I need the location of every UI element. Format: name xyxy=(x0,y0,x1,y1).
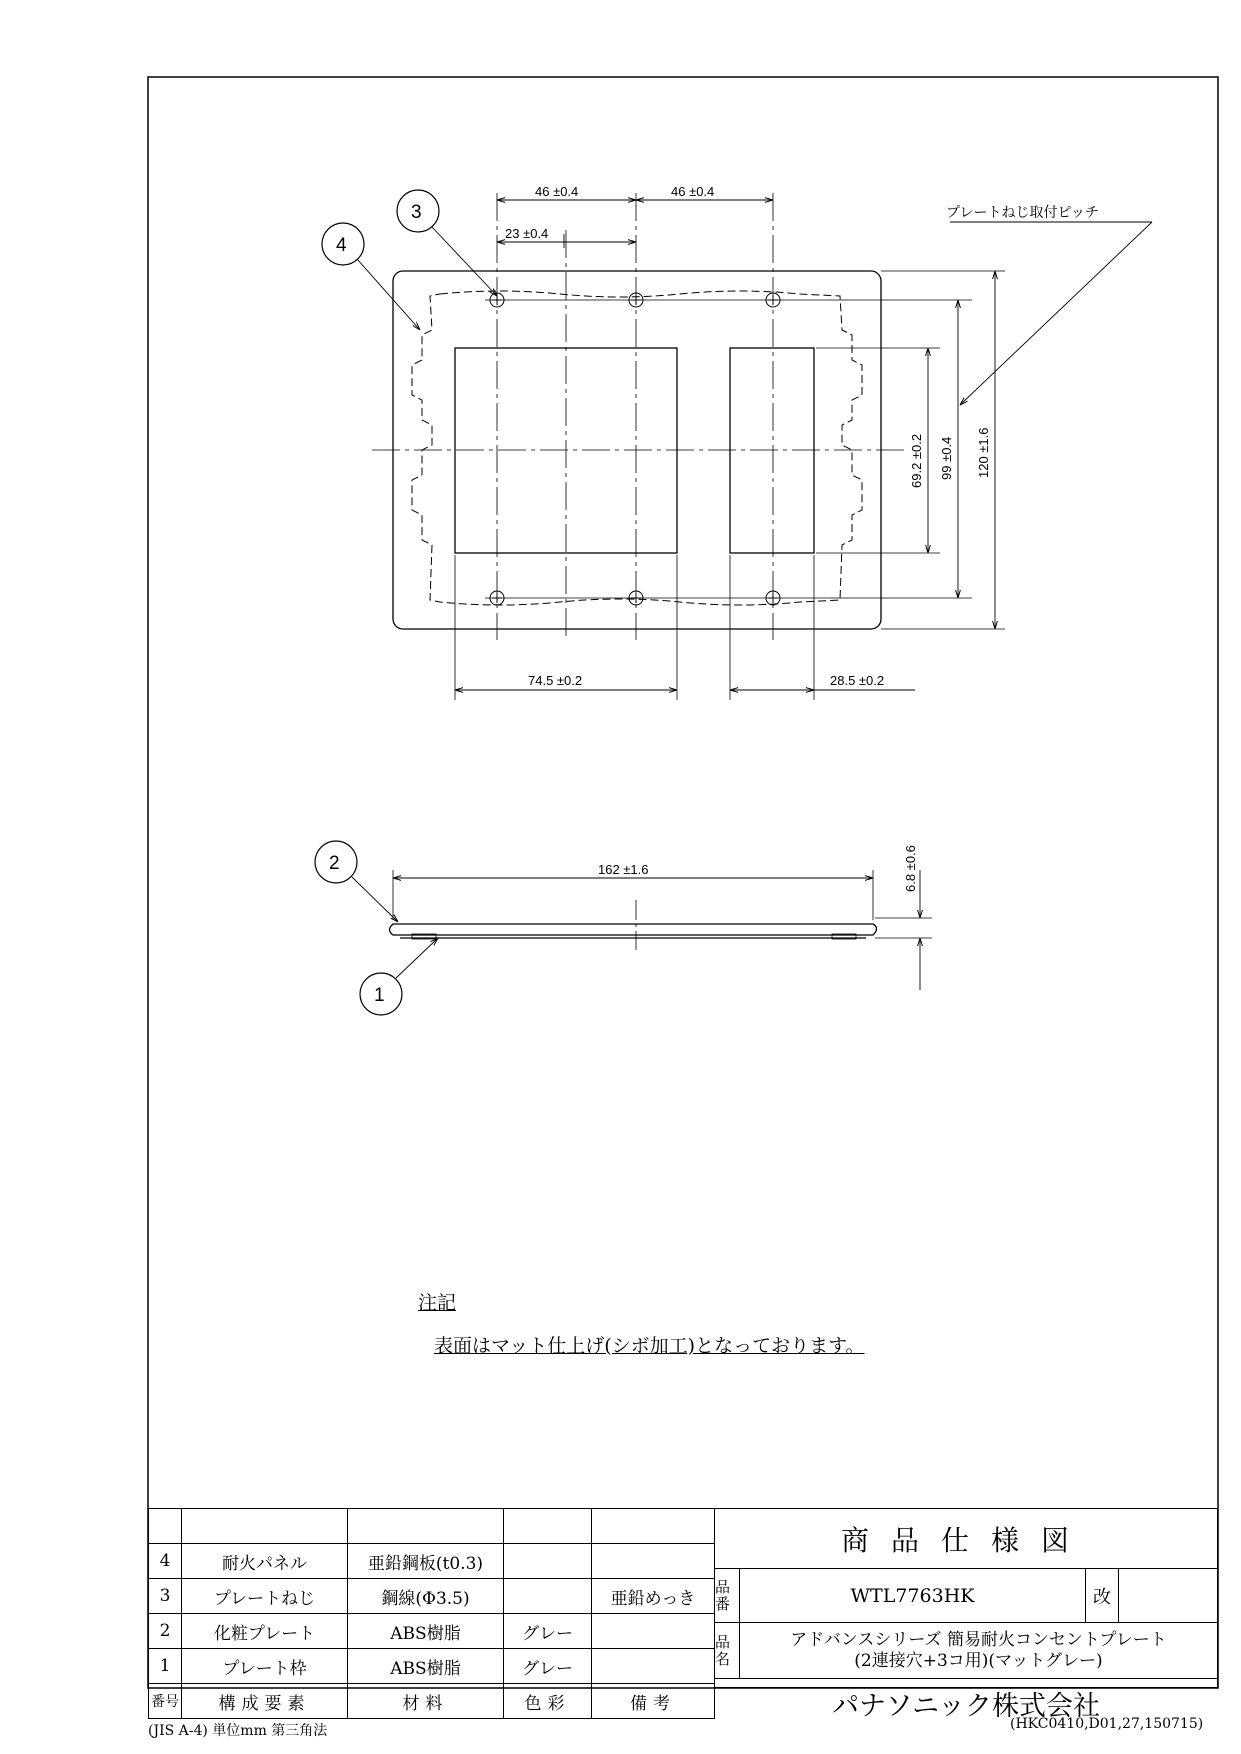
screw-pitch-note: プレートねじ取付ピッチ xyxy=(946,205,1099,221)
notes xyxy=(418,1288,865,1358)
callout-4-label: 4 xyxy=(336,235,347,256)
bom-part: 耐火パネル xyxy=(182,1544,348,1579)
part-number: WTL7763HK xyxy=(740,1569,1086,1622)
bom-header-part: 構成要素 xyxy=(182,1684,348,1719)
bom-color xyxy=(504,1544,592,1579)
bom-part: 化粧プレート xyxy=(182,1614,348,1649)
callout-2-label: 2 xyxy=(329,853,340,874)
fire-panel-outline xyxy=(412,291,862,605)
part-number-row xyxy=(715,1569,1217,1623)
table-row xyxy=(149,1579,715,1614)
bom-header-material: 材料 xyxy=(348,1684,504,1719)
drawing-title: 商品仕様図 xyxy=(715,1509,1217,1569)
bom-part: プレートねじ xyxy=(182,1579,348,1614)
bom-no: 4 xyxy=(149,1544,182,1579)
bom-remarks: 亜鉛めっき xyxy=(592,1579,715,1614)
dim-plate-height: 120 ±1.6 xyxy=(976,427,991,478)
screw-icon xyxy=(490,293,780,605)
standard-note: (JIS A-4) 単位mm 第三角法 xyxy=(148,1723,328,1739)
dim-screw-pitch: 99 ±0.4 xyxy=(939,436,954,480)
bom-material: 亜鉛鋼板(t0.3) xyxy=(348,1544,504,1579)
bom-color: グレー xyxy=(504,1649,592,1684)
dim-opening-right: 28.5 ±0.2 xyxy=(830,673,885,688)
dim-half-pitch: 23 ±0.4 xyxy=(505,226,549,241)
bom-color: グレー xyxy=(504,1614,592,1649)
bom-part: プレート枠 xyxy=(182,1649,348,1684)
product-name-label: 品名 xyxy=(715,1623,740,1678)
table-row xyxy=(149,1649,715,1684)
product-name xyxy=(740,1623,1217,1678)
bom-remarks xyxy=(592,1614,715,1649)
table-row xyxy=(149,1544,715,1579)
callout-1-label: 1 xyxy=(374,985,385,1006)
document-code: (HKC0410,D01,27,150715) xyxy=(1010,1716,1204,1732)
bom-header-color: 色彩 xyxy=(504,1684,592,1719)
product-name-line1: アドバンスシリーズ 簡易耐火コンセントプレート xyxy=(790,1629,1167,1650)
title-block xyxy=(714,1508,1218,1722)
bom-color xyxy=(504,1579,592,1614)
bom-material: ABS樹脂 xyxy=(348,1649,504,1684)
bom-header-remarks: 備考 xyxy=(592,1684,715,1719)
dim-pitch-right: 46 ±0.4 xyxy=(671,184,715,199)
notes-text: 表面はマット仕上げ(シボ加工)となっております。 xyxy=(434,1335,865,1357)
dim-pitch-left: 46 ±0.4 xyxy=(535,184,579,199)
part-number-label: 品番 xyxy=(715,1569,740,1622)
bom-table xyxy=(148,1508,715,1719)
product-name-row xyxy=(715,1623,1217,1679)
dim-opening-left: 74.5 ±0.2 xyxy=(528,673,583,688)
bom-remarks xyxy=(592,1544,715,1579)
manufacturer: パナソニック株式会社 xyxy=(831,1690,1101,1722)
bom-remarks xyxy=(592,1649,715,1684)
product-name-line2: (2連接穴+3コ用)(マットグレー) xyxy=(854,1650,1103,1671)
dim-plate-thickness: 6.8 ±0.6 xyxy=(903,845,918,892)
bom-header-no: 番号 xyxy=(149,1684,182,1719)
table-header-row xyxy=(149,1684,715,1719)
bom-material: ABS樹脂 xyxy=(348,1614,504,1649)
opening-right xyxy=(730,348,814,553)
revision-label: 改 xyxy=(1086,1569,1119,1622)
bom-no: 1 xyxy=(149,1649,182,1684)
table-row xyxy=(149,1509,715,1544)
table-row xyxy=(149,1614,715,1649)
bom-no: 2 xyxy=(149,1614,182,1649)
bom-no: 3 xyxy=(149,1579,182,1614)
dim-plate-width: 162 ±1.6 xyxy=(598,862,649,877)
drawing-frame xyxy=(148,77,1218,1688)
front-view xyxy=(322,190,1152,700)
dim-opening-height: 69.2 ±0.2 xyxy=(909,433,924,488)
notes-heading: 注記 xyxy=(418,1292,457,1314)
bom-material: 鋼線(Φ3.5) xyxy=(348,1579,504,1614)
callout-3-label: 3 xyxy=(411,202,422,223)
